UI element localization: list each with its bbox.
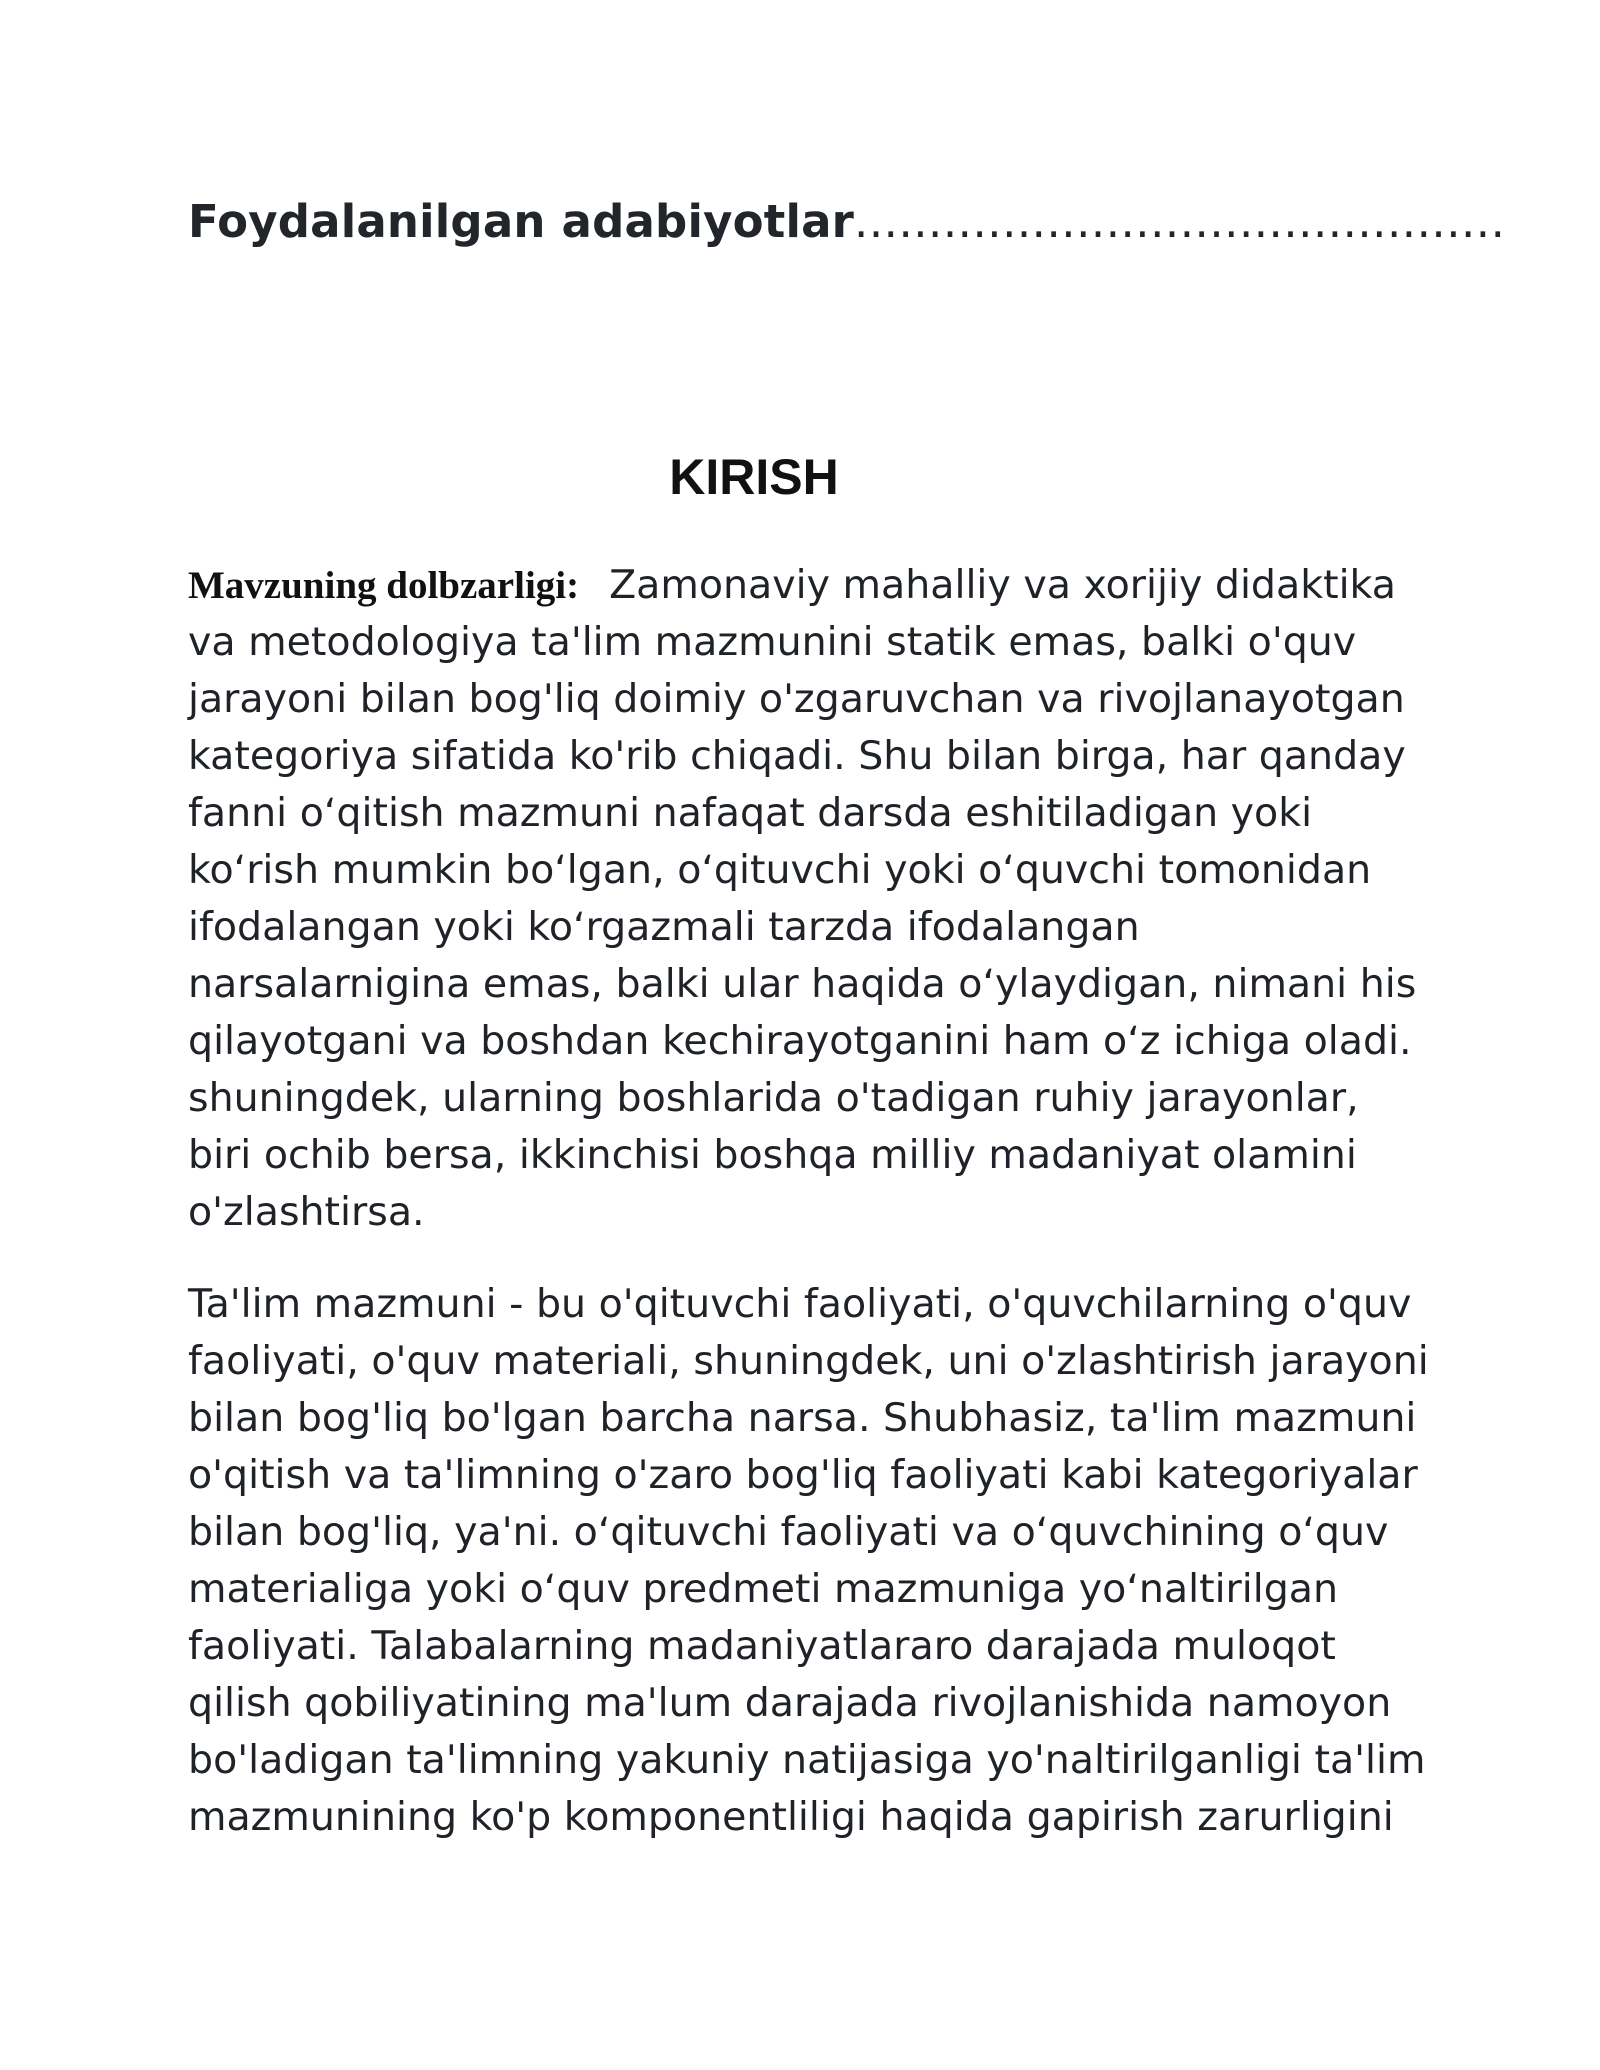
toc-entry-leader-dots: ............................................ — [854, 195, 1506, 248]
paragraph-education-content — [188, 1276, 1428, 1846]
paragraph-line: jarayoni bilan bog'liq doimiy o'zgaruvchan va rivojlanayotgan — [188, 676, 1405, 722]
toc-entry — [188, 192, 1506, 252]
paragraph-line: faoliyati. Talabalarning madaniyatlararo darajada muloqot — [188, 1623, 1336, 1669]
paragraph-line: shuningdek, ularning boshlarida o'tadigan ruhiy jarayonlar, — [188, 1075, 1359, 1121]
section-heading: KIRISH — [669, 449, 839, 505]
paragraph-relevance — [188, 557, 1428, 1241]
paragraph-line: ko‘rish mumkin bo‘lgan, o‘qituvchi yoki o‘quvchi tomonidan — [188, 847, 1372, 893]
paragraph-line: va metodologiya ta'lim mazmunini statik emas, balki o'quv — [188, 619, 1357, 665]
paragraph-line: kategoriya sifatida ko'rib chiqadi. Shu bilan birga, har qanday — [188, 733, 1406, 779]
toc-entry-title: Foydalanilgan adabiyotlar — [188, 195, 855, 248]
paragraph-line: o'qitish va ta'limning o'zaro bog'liq faoliyati kabi kategoriyalar — [188, 1452, 1418, 1498]
paragraph-line: bilan bog'liq bo'lgan barcha narsa. Shubhasiz, ta'lim mazmuni — [188, 1395, 1417, 1441]
paragraph-line: faoliyati, o'quv materiali, shuningdek, uni o'zlashtirish jarayoni — [188, 1338, 1429, 1384]
paragraph-lead-label: Mavzuning dolbzarligi: — [188, 564, 580, 607]
paragraph-line: biri ochib bersa, ikkinchisi boshqa milliy madaniyat olamini — [188, 1132, 1357, 1178]
paragraph-line — [188, 557, 1428, 614]
paragraph-line: materialiga yoki o‘quv predmeti mazmuniga yo‘naltirilgan — [188, 1566, 1339, 1612]
paragraph-line: bo'ladigan ta'limning yakuniy natijasiga yo'naltirilganligi ta'lim — [188, 1737, 1426, 1783]
paragraph-line: ifodalangan yoki ko‘rgazmali tarzda ifodalangan — [188, 904, 1140, 950]
paragraph-line: fanni o‘qitish mazmuni nafaqat darsda eshitiladigan yoki — [188, 790, 1313, 836]
paragraph-line: mazmunining ko'p komponentliligi haqida gapirish zarurligini — [188, 1794, 1394, 1840]
paragraph-line: o'zlashtirsa. — [188, 1189, 425, 1235]
paragraph-line: narsalarnigina emas, balki ular haqida o‘ylaydigan, nimani his — [188, 961, 1417, 1007]
paragraph-line: qilish qobiliyatining ma'lum darajada rivojlanishida namoyon — [188, 1680, 1392, 1726]
paragraph-line-text: Zamonaviy mahalliy va xorijiy didaktika — [609, 562, 1396, 608]
paragraph-line: qilayotgani va boshdan kechirayotganini ham o‘z ichiga oladi. — [188, 1018, 1412, 1064]
paragraph-line: bilan bog'liq, ya'ni. o‘qituvchi faoliyati va o‘quvchining o‘quv — [188, 1509, 1389, 1555]
paragraph-line: Ta'lim mazmuni - bu o'qituvchi faoliyati, o'quvchilarning o'quv — [188, 1281, 1412, 1327]
